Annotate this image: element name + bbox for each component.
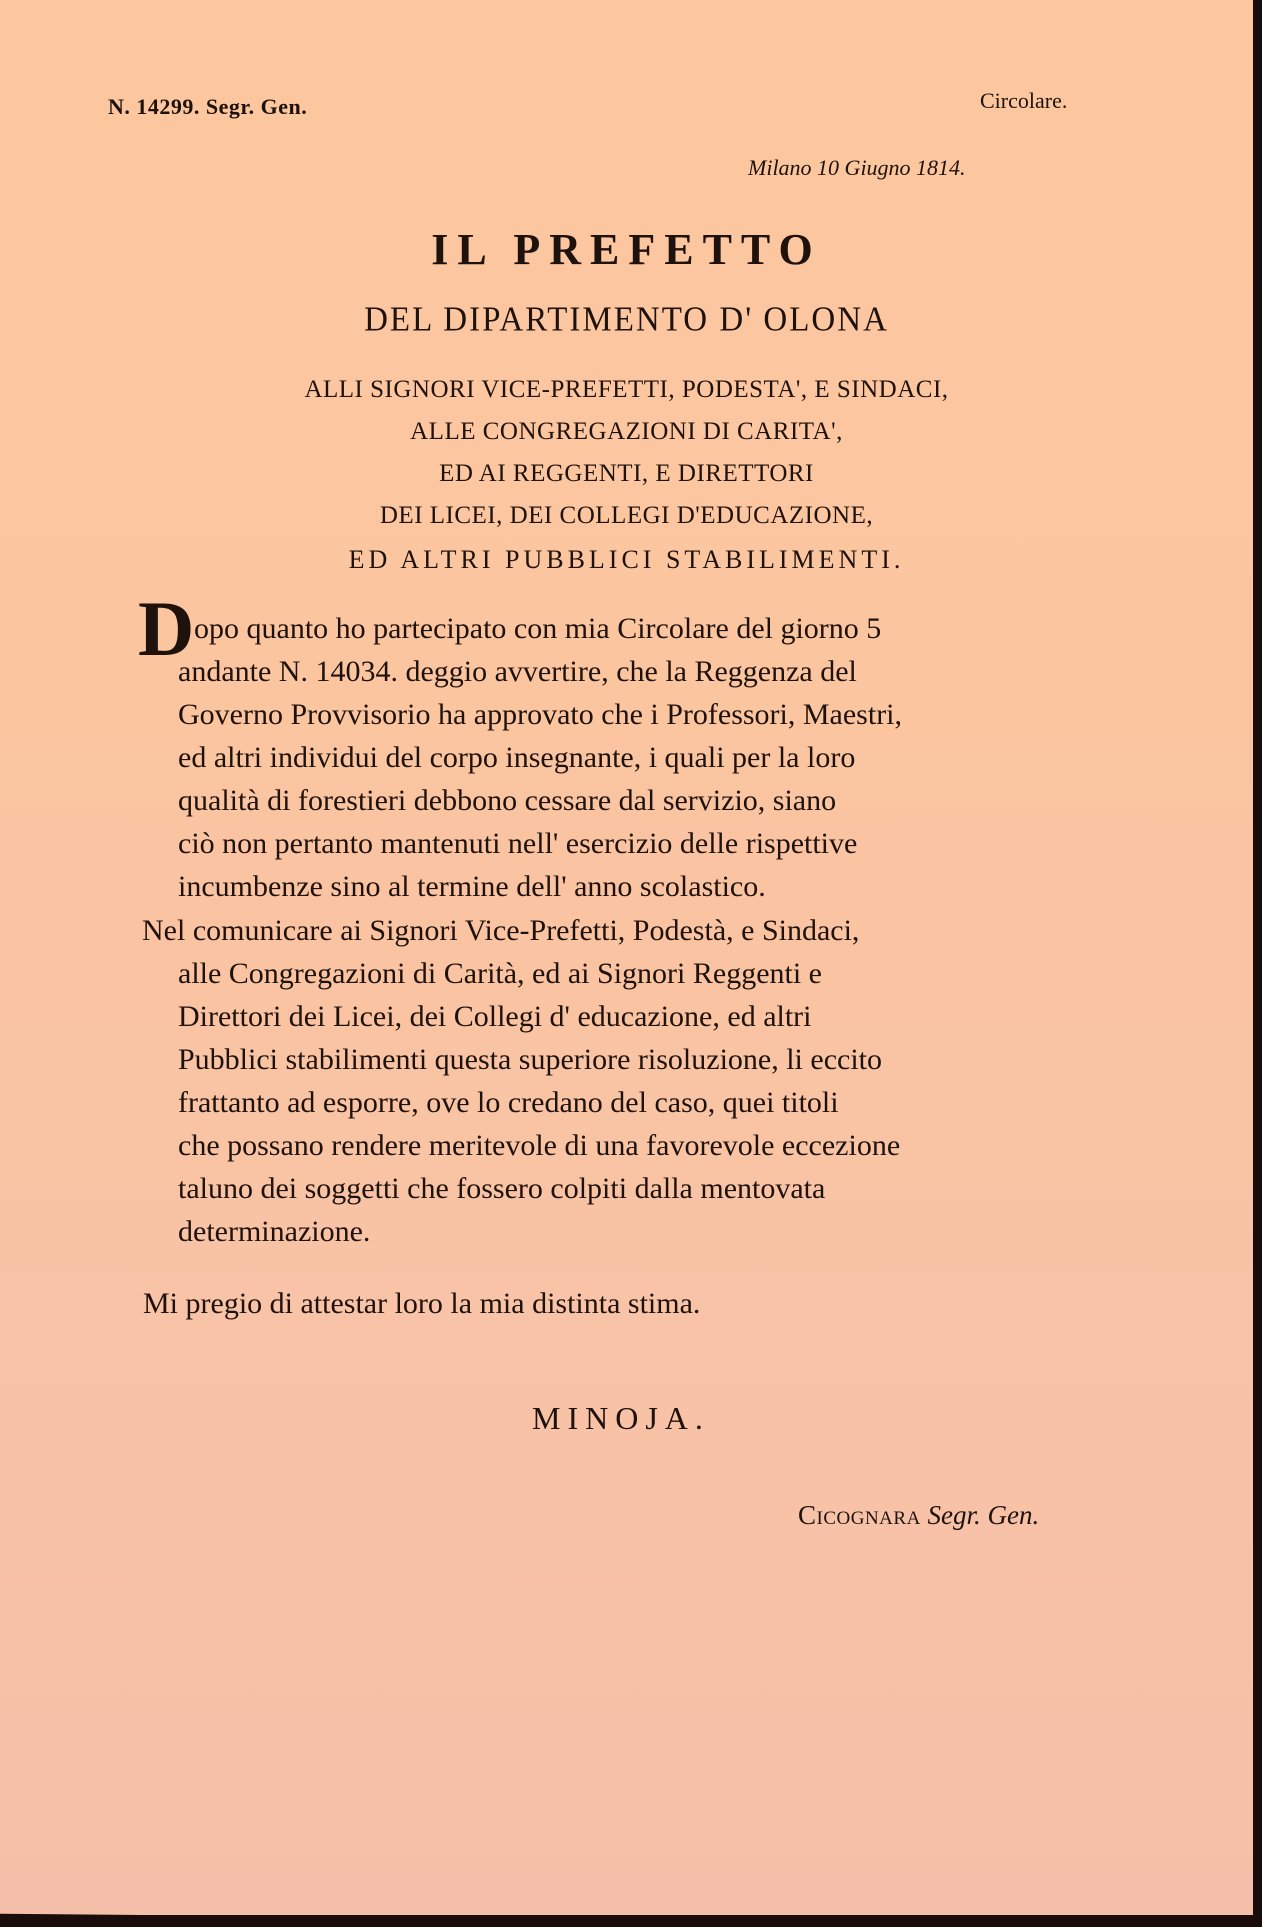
body-line: frattanto ad esporre, ove lo credano del caso, quei titoli bbox=[178, 1086, 839, 1119]
signature: MINOJA. bbox=[532, 1400, 710, 1436]
addressee-line: ALLE CONGREGAZIONI DI CARITA', bbox=[410, 418, 843, 445]
place-date: Milano 10 Giugno 1814. bbox=[748, 155, 966, 180]
body-line: incumbenze sino al termine dell' anno scolastico. bbox=[178, 870, 766, 903]
body-line: che possano rendere meritevole di una favorevole eccezione bbox=[178, 1129, 901, 1162]
body-line: taluno dei soggetti che fossero colpiti dalla mentovata bbox=[178, 1172, 826, 1205]
addressee-line: DEI LICEI, DEI COLLEGI D'EDUCAZIONE, bbox=[379, 502, 874, 529]
drop-cap: D bbox=[138, 585, 195, 672]
body-line: determinazione. bbox=[178, 1215, 371, 1248]
body-line: ciò non pertanto mantenuti nell' esercizio delle rispettive bbox=[178, 827, 858, 860]
addressee-line: ALLI SIGNORI VICE-PREFETTI, PODESTA', E SINDACI, bbox=[304, 376, 949, 403]
countersign-name: Cicognara bbox=[798, 1500, 921, 1530]
body-line: qualità di forestieri debbono cessare dal servizio, siano bbox=[178, 784, 837, 817]
addressee-line: ED AI REGGENTI, E DIRETTORI bbox=[439, 460, 814, 487]
closing-line: Mi pregio di attestar loro la mia distinta stima. bbox=[143, 1287, 701, 1320]
document-title: IL PREFETTO bbox=[431, 225, 822, 274]
addressee-line: ED ALTRI PUBBLICI STABILIMENTI. bbox=[348, 545, 905, 574]
body-line: andante N. 14034. deggio avvertire, che la Reggenza del bbox=[178, 655, 857, 688]
document-type: Circolare. bbox=[980, 88, 1068, 113]
reference-number: N. 14299. Segr. Gen. bbox=[108, 94, 308, 119]
document-subtitle: DEL DIPARTIMENTO D' OLONA bbox=[364, 301, 889, 339]
body-line: opo quanto ho partecipato con mia Circolare del giorno 5 bbox=[194, 612, 882, 645]
body-line: ed altri individui del corpo insegnante, i quali per la loro bbox=[178, 741, 856, 774]
body-line: Direttori dei Licei, dei Collegi d' educazione, ed altri bbox=[178, 1000, 812, 1033]
countersign bbox=[798, 1500, 1039, 1531]
body-line: Governo Provvisorio ha approvato che i Professori, Maestri, bbox=[178, 698, 903, 731]
countersign-title: Segr. Gen. bbox=[927, 1500, 1040, 1530]
body-line: Nel comunicare ai Signori Vice-Prefetti, Podestà, e Sindaci, bbox=[142, 914, 860, 947]
body-line: alle Congregazioni di Carità, ed ai Signori Reggenti e bbox=[178, 957, 822, 990]
body-line: Pubblici stabilimenti questa superiore risoluzione, li eccito bbox=[178, 1043, 883, 1076]
